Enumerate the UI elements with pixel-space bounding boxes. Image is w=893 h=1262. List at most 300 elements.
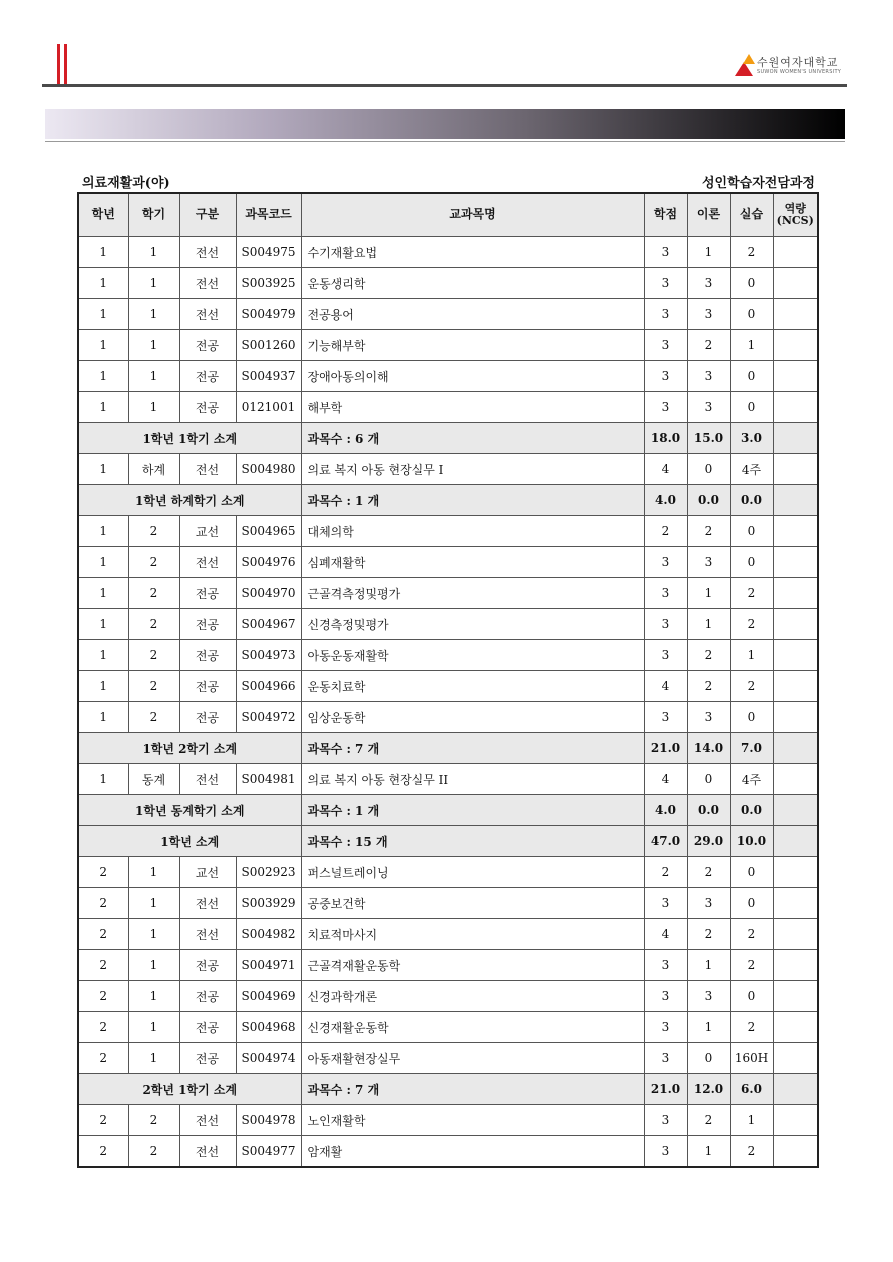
col-header-category: 구분: [179, 193, 236, 237]
semester-cell: 동계: [128, 764, 179, 795]
subject-name-cell: 신경측정및평가: [301, 609, 644, 640]
year-cell: 1: [78, 609, 128, 640]
table-row: [78, 857, 818, 888]
ncs-cell: [773, 950, 818, 981]
category-cell: 전선: [179, 764, 236, 795]
year-cell: 1: [78, 330, 128, 361]
credits-cell: 4: [644, 454, 687, 485]
practice-cell: 0: [730, 516, 773, 547]
table-row: [78, 640, 818, 671]
subject-name-cell: 노인재활학: [301, 1105, 644, 1136]
code-cell: S004973: [236, 640, 301, 671]
practice-cell: 0: [730, 547, 773, 578]
ncs-cell: [773, 640, 818, 671]
subtotal-label-cell: 1학년 하계학기 소계: [78, 485, 301, 516]
code-cell: S003929: [236, 888, 301, 919]
theory-cell: 0.0: [687, 485, 730, 516]
category-cell: 전선: [179, 919, 236, 950]
subject-name-cell: 아동재활현장실무: [301, 1043, 644, 1074]
department-title: 의료재활과(야): [82, 176, 170, 191]
semester-cell: 1: [128, 392, 179, 423]
theory-cell: 3: [687, 702, 730, 733]
year-cell: 1: [78, 299, 128, 330]
credits-cell: 3: [644, 1136, 687, 1168]
practice-cell: 7.0: [730, 733, 773, 764]
subject-name-cell: 운동치료학: [301, 671, 644, 702]
theory-cell: 0: [687, 1043, 730, 1074]
credits-cell: 4.0: [644, 795, 687, 826]
category-cell: 전공: [179, 392, 236, 423]
category-cell: 전공: [179, 640, 236, 671]
ncs-cell: [773, 1136, 818, 1168]
credits-cell: 3: [644, 981, 687, 1012]
subject-name-cell: 심폐재활학: [301, 547, 644, 578]
credits-cell: 3: [644, 640, 687, 671]
code-cell: S004965: [236, 516, 301, 547]
credits-cell: 3: [644, 268, 687, 299]
practice-cell: 0.0: [730, 795, 773, 826]
code-cell: S004970: [236, 578, 301, 609]
practice-cell: 1: [730, 1105, 773, 1136]
ncs-cell: [773, 609, 818, 640]
code-cell: S004981: [236, 764, 301, 795]
ncs-cell: [773, 516, 818, 547]
col-header-credits: 학점: [644, 193, 687, 237]
theory-cell: 3: [687, 299, 730, 330]
credits-cell: 2: [644, 516, 687, 547]
credits-cell: 3: [644, 1105, 687, 1136]
code-cell: S004978: [236, 1105, 301, 1136]
category-cell: 전선: [179, 888, 236, 919]
category-cell: 전공: [179, 609, 236, 640]
ncs-cell: [773, 1074, 818, 1105]
ncs-cell: [773, 485, 818, 516]
subject-name-cell: 퍼스널트레이닝: [301, 857, 644, 888]
subtotal-row: [78, 795, 818, 826]
category-cell: 전공: [179, 981, 236, 1012]
subtotal-label-cell: 1학년 1학기 소계: [78, 423, 301, 454]
ncs-cell: [773, 826, 818, 857]
category-cell: 교선: [179, 516, 236, 547]
theory-cell: 12.0: [687, 1074, 730, 1105]
year-cell: 1: [78, 578, 128, 609]
ncs-cell: [773, 671, 818, 702]
category-cell: 전선: [179, 299, 236, 330]
theory-cell: 1: [687, 950, 730, 981]
credits-cell: 3: [644, 888, 687, 919]
subject-name-cell: 의료 복지 아동 현장실무 I: [301, 454, 644, 485]
header-accent-bar-left: [57, 44, 60, 84]
code-cell: S004937: [236, 361, 301, 392]
subject-name-cell: 암재활: [301, 1136, 644, 1168]
subtotal-label-cell: 1학년 동계학기 소계: [78, 795, 301, 826]
theory-cell: 2: [687, 640, 730, 671]
code-cell: S004972: [236, 702, 301, 733]
year-cell: 2: [78, 981, 128, 1012]
table-row: [78, 547, 818, 578]
practice-cell: 2: [730, 1012, 773, 1043]
code-cell: S002923: [236, 857, 301, 888]
credits-cell: 2: [644, 857, 687, 888]
ncs-cell: [773, 795, 818, 826]
semester-cell: 1: [128, 299, 179, 330]
practice-cell: 2: [730, 1136, 773, 1168]
logo-flame-icon: [735, 54, 753, 78]
theory-cell: 1: [687, 237, 730, 268]
subject-name-cell: 대체의학: [301, 516, 644, 547]
subject-name-cell: 전공용어: [301, 299, 644, 330]
semester-cell: 2: [128, 702, 179, 733]
ncs-cell: [773, 237, 818, 268]
ncs-cell: [773, 1043, 818, 1074]
subject-name-cell: 임상운동학: [301, 702, 644, 733]
credits-cell: 47.0: [644, 826, 687, 857]
semester-cell: 1: [128, 361, 179, 392]
subtotal-row: [78, 1074, 818, 1105]
ncs-cell: [773, 888, 818, 919]
credits-cell: 18.0: [644, 423, 687, 454]
subject-name-cell: 신경과학개론: [301, 981, 644, 1012]
course-type-title: 성인학습자전담과정: [701, 176, 815, 191]
code-cell: S004971: [236, 950, 301, 981]
year-cell: 1: [78, 547, 128, 578]
theory-cell: 3: [687, 268, 730, 299]
year-cell: 1: [78, 516, 128, 547]
semester-cell: 2: [128, 609, 179, 640]
year-cell: 1: [78, 764, 128, 795]
year-cell: 2: [78, 1136, 128, 1168]
theory-cell: 3: [687, 547, 730, 578]
ncs-cell: [773, 1105, 818, 1136]
table-row: [78, 950, 818, 981]
category-cell: 전선: [179, 547, 236, 578]
year-cell: 1: [78, 237, 128, 268]
banner-underline: [45, 141, 845, 142]
practice-cell: 0: [730, 268, 773, 299]
semester-cell: 1: [128, 330, 179, 361]
theory-cell: 3: [687, 361, 730, 392]
subject-name-cell: 수기재활요법: [301, 237, 644, 268]
theory-cell: 14.0: [687, 733, 730, 764]
header-accent-bar-right: [64, 44, 67, 84]
code-cell: S004967: [236, 609, 301, 640]
code-cell: S004979: [236, 299, 301, 330]
theory-cell: 0: [687, 764, 730, 795]
category-cell: 교선: [179, 857, 236, 888]
section-banner: [45, 109, 845, 139]
year-cell: 1: [78, 361, 128, 392]
table-row: [78, 330, 818, 361]
theory-cell: 1: [687, 609, 730, 640]
category-cell: 전선: [179, 454, 236, 485]
credits-cell: 3: [644, 392, 687, 423]
col-header-year: 학년: [78, 193, 128, 237]
credits-cell: 3: [644, 330, 687, 361]
practice-cell: 160H: [730, 1043, 773, 1074]
subject-count-cell: 과목수 : 6 개: [301, 423, 644, 454]
credits-cell: 3: [644, 547, 687, 578]
table-row: [78, 1136, 818, 1168]
col-header-ncs: 역량 (NCS): [773, 193, 818, 237]
credits-cell: 21.0: [644, 733, 687, 764]
theory-cell: 3: [687, 888, 730, 919]
year-cell: 1: [78, 671, 128, 702]
code-cell: S004966: [236, 671, 301, 702]
theory-cell: 29.0: [687, 826, 730, 857]
subject-name-cell: 근골격재활운동학: [301, 950, 644, 981]
subject-count-cell: 과목수 : 15 개: [301, 826, 644, 857]
practice-cell: 2: [730, 919, 773, 950]
semester-cell: 1: [128, 950, 179, 981]
practice-cell: 4주: [730, 454, 773, 485]
code-cell: S004975: [236, 237, 301, 268]
ncs-cell: [773, 299, 818, 330]
category-cell: 전공: [179, 361, 236, 392]
theory-cell: 1: [687, 578, 730, 609]
code-cell: 0121001: [236, 392, 301, 423]
credits-cell: 3: [644, 702, 687, 733]
subject-name-cell: 해부학: [301, 392, 644, 423]
subject-name-cell: 아동운동재활학: [301, 640, 644, 671]
practice-cell: 2: [730, 950, 773, 981]
table-row: [78, 361, 818, 392]
theory-cell: 3: [687, 392, 730, 423]
year-cell: 2: [78, 888, 128, 919]
theory-cell: 0: [687, 454, 730, 485]
logo-english-name: SUWON WOMEN'S UNIVERSITY: [757, 69, 842, 75]
category-cell: 전선: [179, 268, 236, 299]
practice-cell: 0: [730, 299, 773, 330]
year-cell: 1: [78, 454, 128, 485]
practice-cell: 0: [730, 392, 773, 423]
ncs-cell: [773, 764, 818, 795]
semester-cell: 1: [128, 1012, 179, 1043]
year-cell: 1: [78, 268, 128, 299]
subject-name-cell: 공중보건학: [301, 888, 644, 919]
theory-cell: 2: [687, 330, 730, 361]
year-cell: 2: [78, 1043, 128, 1074]
ncs-cell: [773, 919, 818, 950]
practice-cell: 2: [730, 237, 773, 268]
ncs-cell: [773, 547, 818, 578]
category-cell: 전공: [179, 671, 236, 702]
practice-cell: 0: [730, 857, 773, 888]
table-row: [78, 578, 818, 609]
table-row: [78, 299, 818, 330]
theory-cell: 1: [687, 1136, 730, 1168]
practice-cell: 2: [730, 671, 773, 702]
header-divider: [42, 84, 847, 87]
semester-cell: 2: [128, 547, 179, 578]
table-row: [78, 392, 818, 423]
credits-cell: 3: [644, 950, 687, 981]
category-cell: 전공: [179, 330, 236, 361]
theory-cell: 0.0: [687, 795, 730, 826]
subject-name-cell: 치료적마사지: [301, 919, 644, 950]
subject-count-cell: 과목수 : 1 개: [301, 795, 644, 826]
practice-cell: 6.0: [730, 1074, 773, 1105]
category-cell: 전공: [179, 950, 236, 981]
year-cell: 2: [78, 1012, 128, 1043]
code-cell: S004982: [236, 919, 301, 950]
col-header-code: 과목코드: [236, 193, 301, 237]
ncs-cell: [773, 578, 818, 609]
practice-cell: 0: [730, 981, 773, 1012]
code-cell: S004969: [236, 981, 301, 1012]
table-row: [78, 1105, 818, 1136]
year-cell: 1: [78, 392, 128, 423]
ncs-cell: [773, 981, 818, 1012]
practice-cell: 0: [730, 888, 773, 919]
table-header-row: [78, 193, 818, 237]
subtotal-row: [78, 733, 818, 764]
category-cell: 전공: [179, 1012, 236, 1043]
theory-cell: 2: [687, 516, 730, 547]
code-cell: S004974: [236, 1043, 301, 1074]
year-cell: 1: [78, 702, 128, 733]
credits-cell: 4: [644, 764, 687, 795]
credits-cell: 3: [644, 237, 687, 268]
credits-cell: 3: [644, 1043, 687, 1074]
practice-cell: 0.0: [730, 485, 773, 516]
table-row: [78, 702, 818, 733]
year-cell: 1: [78, 640, 128, 671]
practice-cell: 4주: [730, 764, 773, 795]
col-header-practice: 실습: [730, 193, 773, 237]
practice-cell: 1: [730, 330, 773, 361]
code-cell: S004980: [236, 454, 301, 485]
year-cell: 2: [78, 919, 128, 950]
col-header-subject: 교과목명: [301, 193, 644, 237]
table-row: [78, 981, 818, 1012]
category-cell: 전선: [179, 1105, 236, 1136]
practice-cell: 10.0: [730, 826, 773, 857]
credits-cell: 3: [644, 1012, 687, 1043]
semester-cell: 1: [128, 1043, 179, 1074]
col-header-theory: 이론: [687, 193, 730, 237]
credits-cell: 3: [644, 299, 687, 330]
credits-cell: 3: [644, 609, 687, 640]
ncs-cell: [773, 857, 818, 888]
col-header-semester: 학기: [128, 193, 179, 237]
subject-name-cell: 의료 복지 아동 현장실무 II: [301, 764, 644, 795]
subject-count-cell: 과목수 : 7 개: [301, 1074, 644, 1105]
category-cell: 전공: [179, 1043, 236, 1074]
subject-name-cell: 운동생리학: [301, 268, 644, 299]
subtotal-row: [78, 485, 818, 516]
table-row: [78, 516, 818, 547]
ncs-cell: [773, 1012, 818, 1043]
subject-count-cell: 과목수 : 1 개: [301, 485, 644, 516]
university-logo: [735, 52, 841, 80]
semester-cell: 2: [128, 1105, 179, 1136]
table-row: [78, 671, 818, 702]
table-row: [78, 268, 818, 299]
category-cell: 전공: [179, 702, 236, 733]
credits-cell: 3: [644, 578, 687, 609]
year-cell: 2: [78, 857, 128, 888]
ncs-cell: [773, 454, 818, 485]
semester-cell: 1: [128, 857, 179, 888]
semester-cell: 1: [128, 888, 179, 919]
subtotal-label-cell: 1학년 2학기 소계: [78, 733, 301, 764]
semester-cell: 1: [128, 919, 179, 950]
table-row: [78, 764, 818, 795]
logo-korean-name: 수원여자대학교: [757, 56, 839, 69]
subtotal-row: [78, 423, 818, 454]
theory-cell: 15.0: [687, 423, 730, 454]
credits-cell: 3: [644, 361, 687, 392]
subtotal-label-cell: 2학년 1학기 소계: [78, 1074, 301, 1105]
category-cell: 전공: [179, 578, 236, 609]
category-cell: 전선: [179, 1136, 236, 1168]
curriculum-table: [77, 192, 819, 1168]
practice-cell: 2: [730, 609, 773, 640]
table-row: [78, 454, 818, 485]
practice-cell: 0: [730, 361, 773, 392]
code-cell: S004977: [236, 1136, 301, 1168]
semester-cell: 2: [128, 578, 179, 609]
subject-name-cell: 장애아동의이해: [301, 361, 644, 392]
semester-cell: 1: [128, 237, 179, 268]
semester-cell: 1: [128, 268, 179, 299]
theory-cell: 2: [687, 857, 730, 888]
ncs-cell: [773, 733, 818, 764]
table-row: [78, 609, 818, 640]
code-cell: S004976: [236, 547, 301, 578]
table-row: [78, 1043, 818, 1074]
subject-name-cell: 신경재활운동학: [301, 1012, 644, 1043]
table-row: [78, 888, 818, 919]
credits-cell: 21.0: [644, 1074, 687, 1105]
credits-cell: 4: [644, 671, 687, 702]
credits-cell: 4: [644, 919, 687, 950]
ncs-cell: [773, 423, 818, 454]
ncs-cell: [773, 268, 818, 299]
theory-cell: 2: [687, 919, 730, 950]
theory-cell: 3: [687, 981, 730, 1012]
theory-cell: 2: [687, 1105, 730, 1136]
semester-cell: 2: [128, 640, 179, 671]
ncs-cell: [773, 392, 818, 423]
code-cell: S001260: [236, 330, 301, 361]
subtotal-row: [78, 826, 818, 857]
subtotal-label-cell: 1학년 소계: [78, 826, 301, 857]
table-row: [78, 919, 818, 950]
semester-cell: 2: [128, 516, 179, 547]
table-row: [78, 1012, 818, 1043]
subject-count-cell: 과목수 : 7 개: [301, 733, 644, 764]
category-cell: 전선: [179, 237, 236, 268]
theory-cell: 2: [687, 671, 730, 702]
ncs-cell: [773, 361, 818, 392]
practice-cell: 2: [730, 578, 773, 609]
theory-cell: 1: [687, 1012, 730, 1043]
ncs-cell: [773, 330, 818, 361]
semester-cell: 1: [128, 981, 179, 1012]
semester-cell: 2: [128, 1136, 179, 1168]
table-row: [78, 237, 818, 268]
code-cell: S004968: [236, 1012, 301, 1043]
credits-cell: 4.0: [644, 485, 687, 516]
subject-name-cell: 기능해부학: [301, 330, 644, 361]
subject-name-cell: 근골격측정및평가: [301, 578, 644, 609]
practice-cell: 1: [730, 640, 773, 671]
practice-cell: 3.0: [730, 423, 773, 454]
ncs-cell: [773, 702, 818, 733]
semester-cell: 하계: [128, 454, 179, 485]
year-cell: 2: [78, 1105, 128, 1136]
